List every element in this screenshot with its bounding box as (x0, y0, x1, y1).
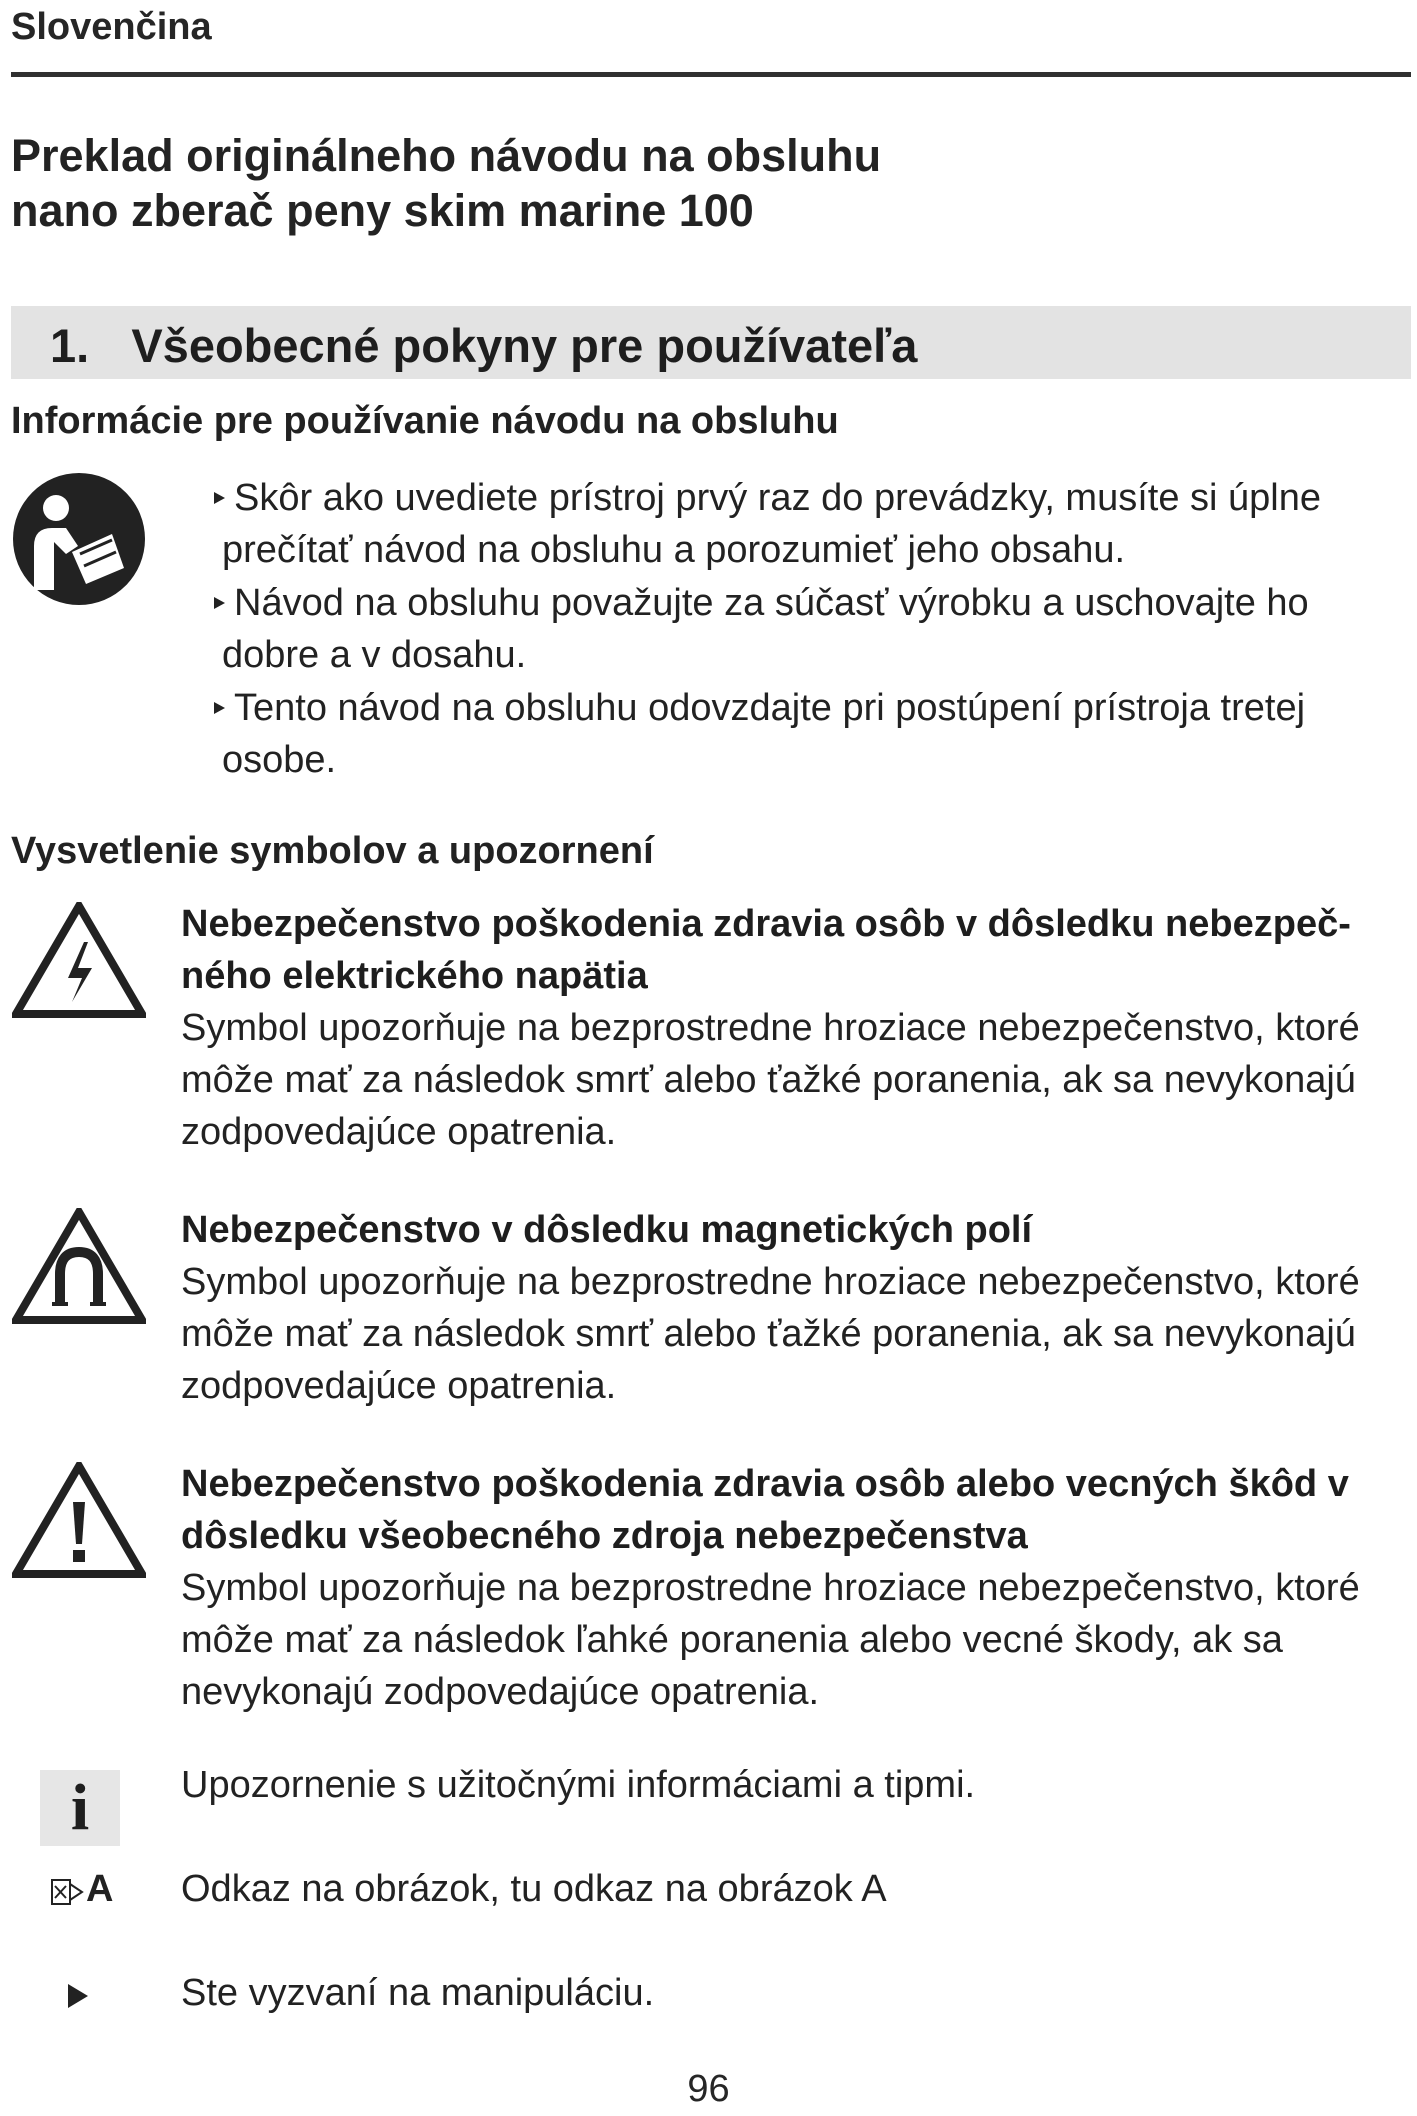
figure-reference-icon (50, 1868, 120, 1912)
figure-reference-text: Odkaz na obrázok, tu odkaz na obrázok A (181, 1868, 887, 1910)
warning-text: zodpovedajúce opatrenia. (181, 1365, 617, 1407)
warning-magnetic (181, 1204, 1406, 1412)
language-label: Slovenčina (11, 6, 212, 48)
section-number: 1. (50, 319, 90, 372)
action-arrow-icon (68, 1984, 88, 2008)
warning-text: Symbol upozorňuje na bezprostredne hroziace nebezpečenstvo, ktoré (181, 1007, 1360, 1049)
warning-text: nevykonajú zodpovedajúce opatrenia. (181, 1671, 820, 1713)
warning-general (181, 1458, 1406, 1718)
warning-title: ného elektrického napätia (181, 955, 648, 997)
info-text: Upozornenie s užitočnými informáciami a tipmi. (181, 1764, 976, 1806)
list-item: Skôr ako uvediete prístroj prvý raz do prevádzky, musíte si úplne prečítať návod na obsluhu a porozumieť jeho obsahu. (210, 472, 1417, 576)
warning-text: Symbol upozorňuje na bezprostredne hroziace nebezpečenstvo, ktoré (181, 1261, 1360, 1303)
general-hazard-icon (12, 1462, 146, 1580)
symbols-heading: Vysvetlenie symbolov a upozornení (11, 830, 654, 872)
warning-title: Nebezpečenstvo poškodenia zdravia osôb alebo vecných škôd v (181, 1463, 1349, 1505)
read-manual-icon (12, 472, 146, 606)
warning-title: Nebezpečenstvo v dôsledku magnetických polí (181, 1209, 1033, 1251)
info-icon: i (40, 1770, 120, 1846)
warning-title: dôsledku všeobecného zdroja nebezpečenstva (181, 1515, 1028, 1557)
section-heading (50, 318, 917, 373)
magnetic-field-hazard-icon (12, 1208, 146, 1326)
list-item: Tento návod na obsluhu odovzdajte pri postúpení prístroja tretej osobe. (210, 682, 1417, 786)
bullet-arrow-icon (214, 597, 225, 609)
warning-text: zodpovedajúce opatrenia. (181, 1111, 617, 1153)
electric-hazard-icon (12, 902, 146, 1020)
document-title-line2: nano zberač peny skim marine 100 (11, 185, 754, 236)
document-title-line1: Preklad originálneho návodu na obsluhu (11, 130, 882, 181)
figure-reference-label: A (86, 1868, 114, 1910)
warning-text: môže mať za následok smrť alebo ťažké poranenia, ak sa nevykonajú (181, 1059, 1356, 1101)
page-number: 96 (687, 2068, 730, 2110)
warning-text: môže mať za následok ľahké poranenia alebo vecné škody, ak sa (181, 1619, 1283, 1661)
warning-text: môže mať za následok smrť alebo ťažké poranenia, ak sa nevykonajú (181, 1313, 1356, 1355)
warning-title: Nebezpečenstvo poškodenia zdravia osôb v dôsledku nebezpeč- (181, 903, 1351, 945)
bullet-arrow-icon (214, 492, 225, 504)
warning-text: Symbol upozorňuje na bezprostredne hroziace nebezpečenstvo, ktoré (181, 1567, 1360, 1609)
list-item: Návod na obsluhu považujte za súčasť výrobku a uschovajte ho dobre a v dosahu. (210, 577, 1417, 681)
warning-electric (181, 898, 1406, 1158)
section-title: Všeobecné pokyny pre používateľa (131, 319, 918, 372)
document-title (11, 128, 881, 238)
usage-info-heading: Informácie pre používanie návodu na obsluhu (11, 400, 839, 442)
action-text: Ste vyzvaní na manipuláciu. (181, 1972, 655, 2014)
header-divider (11, 72, 1411, 77)
bullet-arrow-icon (214, 702, 225, 714)
